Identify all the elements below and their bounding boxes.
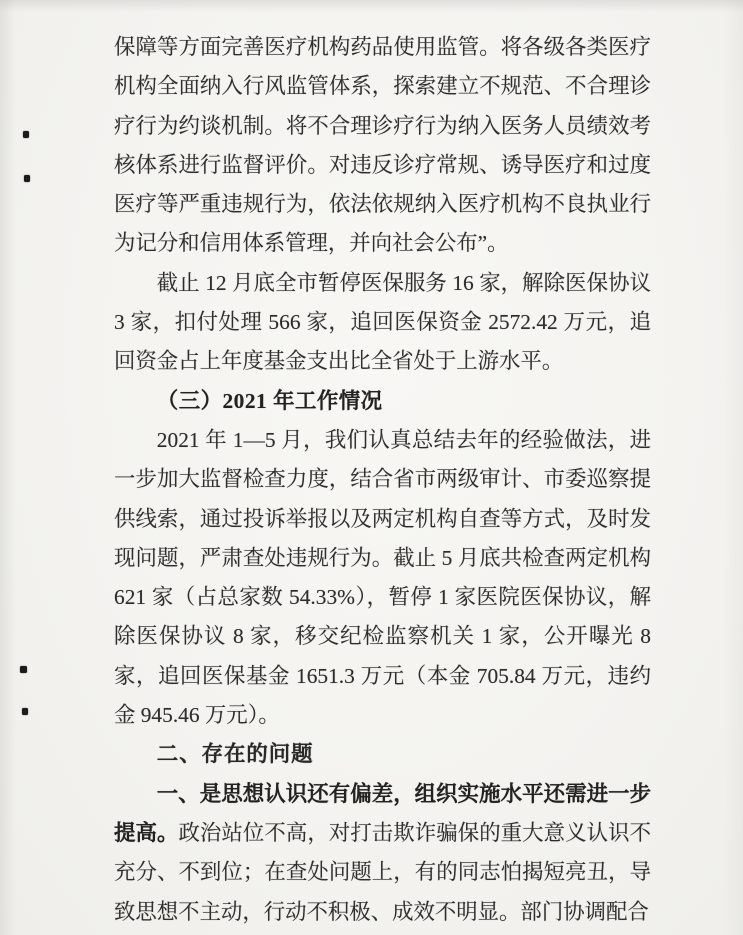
scan-speck: [20, 666, 27, 673]
paragraph-problem-one: [114, 775, 651, 932]
scan-speck: [22, 708, 28, 715]
scan-speck: [24, 175, 30, 182]
paragraph-continuation-supervision: 保障等方面完善医疗机构药品使用监管。将各级各类医疗机构全面纳入行风监管体系，探索建立不规范、不合理诊疗行为约谈机制。将不合理诊疗行为纳入医务人员绩效考核体系进行监督评价。对违反诊疗常规、诱导医疗和过度医疗等严重违规行为，依法依规纳入医疗机构不良执业行为记分和信用体系管理，并向社会公布”。: [114, 35, 651, 256]
document-body: [114, 28, 651, 932]
paragraph-2020-enforcement-stats: 截止 12 月底全市暂停医保服务 16 家，解除医保协议 3 家，扣付处理 566 家，追回医保资金 2572.42 万元，追回资金占上年度基金支出比全省处于上游水平。: [114, 270, 651, 374]
paragraph-problem-one-lead: 一、是思想认识还有偏差，组织实施水平还需进一步提高。: [114, 781, 651, 845]
section-heading-existing-problems: 二、存在的问题: [156, 742, 314, 767]
paragraph-problem-one-body: 政治站位不高，对打击欺诈骗保的重大意义认识不充分、不到位；在查处问题上，有的同志怕揭短亮丑，导致思想不主动，行动不积极、成效不明显。部门协调配合: [114, 820, 651, 924]
section-heading-2021-work-status: （三）2021 年工作情况: [156, 388, 383, 413]
scan-speck: [23, 131, 29, 138]
paragraph-2021-inspection-results: 2021 年 1—5 月，我们认真总结去年的经验做法，进一步加大监督检查力度，结合省市两级审计、市委巡察提供线索，通过投诉举报以及两定机构自查等方式，及时发现问题，严肃查处违规行为。截止 5 月底共检查两定机构 621 家（占总家数 54.33%），暂停 1 家医院医保协议，解除医保协议 8 家，移交纪检监察机关 1 家，公开曝光 8 家，追回医保基金 1651.3 万元（本金 705.84 万元，违约金 945.46 万元）。: [114, 427, 651, 728]
